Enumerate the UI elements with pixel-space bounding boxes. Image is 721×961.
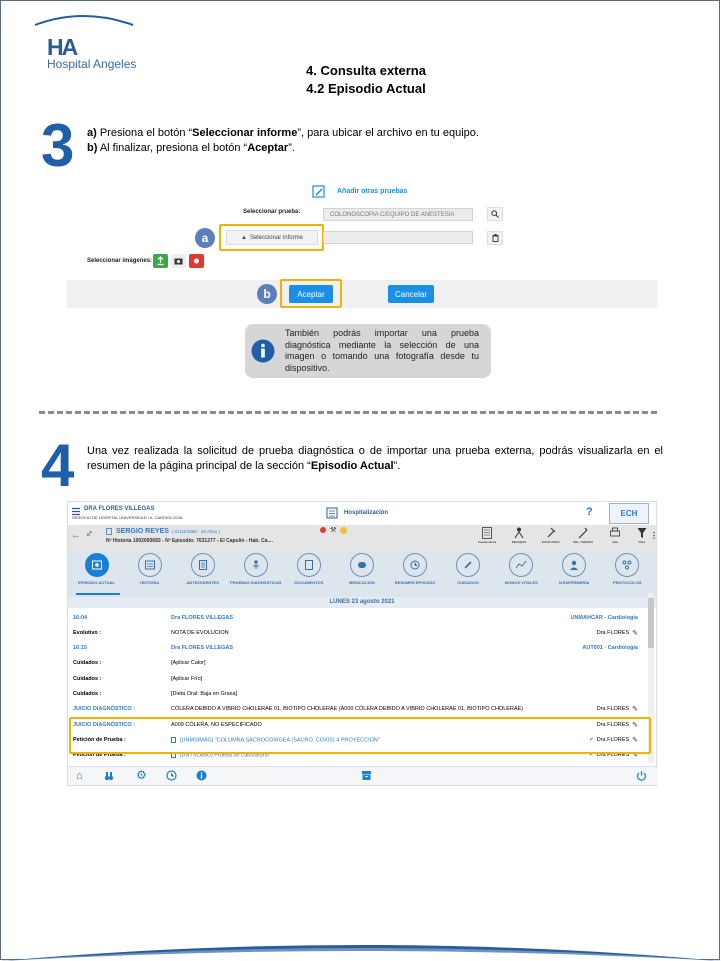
module-title: Hospitalización: [344, 510, 389, 516]
patient-name[interactable]: SERGIO REYES: [116, 528, 169, 535]
row-author: UNMAHCAR - Cardiología: [570, 614, 638, 621]
upload-icon: ▲: [241, 234, 247, 241]
step-number-3: 3: [41, 112, 75, 179]
row-label: JUICIO DIAGNÓSTICO :: [73, 706, 136, 713]
request-link[interactable]: [UNTSLABO] Prueba de Laboratorio: [171, 752, 269, 758]
row-value: [Dieta Oral: Baja en Grasa]: [171, 691, 238, 697]
toolbar-filter[interactable]: Filtro: [634, 527, 650, 544]
row-author: ✓ Dra FLORES ✎: [589, 752, 638, 760]
logo-name: Hospital Angeles: [47, 57, 137, 71]
row-label: JUICIO DIAGNÓSTICO :: [73, 721, 136, 728]
patient-age: ( 01/11/1980 · 40 Años ): [172, 529, 220, 534]
toolbar-surgery[interactable]: SOL. CIRUGIA: [570, 527, 596, 544]
status-dot-icon: [340, 527, 347, 534]
row-label: Evolutivo :: [73, 629, 102, 636]
highlight-test-requests: [69, 717, 651, 754]
settings-gear-icon[interactable]: ⚙: [136, 768, 147, 782]
row-value: Dra FLORES VILLEGAS: [171, 645, 234, 652]
section-title: 4. Consulta externa: [306, 63, 426, 78]
row-value: [Aplicar Calor]: [171, 660, 206, 667]
tab-antecedentes[interactable]: ANTECEDENTES: [177, 551, 229, 597]
row-label: Petición de Prueba :: [73, 736, 126, 743]
step-number-4: 4: [41, 432, 75, 499]
check-edit-icon[interactable]: ✓: [589, 752, 594, 759]
app-logo: ECH: [609, 503, 649, 524]
filter-icon: [637, 527, 647, 539]
pencil-icon[interactable]: ✎: [632, 736, 638, 744]
tab-enfermeria[interactable]: N.ENFERMERÍA: [548, 551, 600, 597]
row-value: Dra FLORES VILLEGAS: [171, 614, 234, 621]
record-icon: [189, 254, 204, 268]
subsection-title: 4.2 Episodio Actual: [306, 81, 426, 96]
document-icon: [482, 527, 492, 539]
search-button[interactable]: [487, 207, 503, 221]
episode-row[interactable]: [68, 610, 646, 625]
binoculars-icon[interactable]: [104, 771, 114, 781]
patient-toolbar: [474, 527, 650, 544]
scalpel-icon: [578, 527, 588, 539]
record-button[interactable]: [189, 254, 204, 268]
tools-icon: ⚒: [330, 527, 337, 534]
row-label: Cuidados :: [73, 660, 102, 667]
background-icon: [191, 553, 215, 577]
add-tests-link[interactable]: Añadir otras pruebas: [337, 188, 408, 195]
doctor-name: DRA FLORES VILLEGAS: [84, 506, 155, 512]
section-nav: [68, 551, 656, 597]
trash-icon: [492, 234, 499, 242]
form-screenshot: [67, 181, 657, 311]
logo-mark: HA: [47, 34, 77, 60]
back-arrow-icon[interactable]: ←: [71, 530, 81, 541]
toolbar-diagnosis[interactable]: JUICIO DIAG.: [538, 527, 564, 544]
report-file-field[interactable]: [323, 231, 473, 244]
cancel-button[interactable]: Cancelar: [388, 285, 434, 303]
episode-row[interactable]: [68, 641, 646, 656]
episode-row[interactable]: [68, 625, 646, 640]
history-icon: [138, 553, 162, 577]
row-label: 16:15: [73, 645, 88, 652]
diagnostic-tests-icon: [244, 553, 268, 577]
more-options-icon[interactable]: ⋮: [650, 531, 658, 540]
info-icon: [251, 339, 275, 363]
row-label: Cuidados :: [73, 691, 102, 697]
accept-button[interactable]: Aceptar: [289, 285, 333, 303]
menu-icon[interactable]: [72, 508, 80, 515]
tab-protocolos[interactable]: PROTOCOLOS: [601, 551, 653, 597]
edit-add-icon[interactable]: [312, 185, 326, 199]
select-report-button[interactable]: ▲ Seleccionar informe: [226, 230, 318, 245]
home-icon[interactable]: ⌂: [76, 770, 83, 782]
nurse-icon: [562, 553, 586, 577]
date-header: LUNES 23 agosto 2021: [68, 597, 656, 608]
summary-icon: [403, 553, 427, 577]
card-icon: [106, 528, 112, 535]
row-author: ✓ Dra FLORES ✎: [589, 736, 638, 744]
check-edit-icon[interactable]: ✓: [589, 736, 594, 743]
tab-resumen-episodio[interactable]: RESUMEN EPISODIO: [389, 551, 441, 597]
toolbar-pexaqas[interactable]: PEXAQAS: [506, 527, 532, 544]
row-label: 16:04: [73, 614, 88, 621]
row-author: Dra FLORES ✎: [596, 706, 638, 714]
gavel-icon: [546, 527, 556, 539]
episode-row[interactable]: [68, 687, 646, 702]
medication-icon: [350, 553, 374, 577]
form-footer-bar: [67, 280, 657, 308]
power-icon[interactable]: [636, 770, 647, 781]
episode-row[interactable]: [68, 656, 646, 671]
episode-icon: [85, 553, 109, 577]
row-value: A009 CÓLERA, NO ESPECIFICADO: [171, 721, 262, 728]
episode-row[interactable]: [68, 671, 646, 686]
document-title: [261, 62, 471, 98]
male-icon: ♂: [85, 528, 94, 540]
alert-dot-icon: [320, 527, 326, 533]
select-test-label: Seleccionar prueba:: [243, 209, 301, 215]
pencil-icon[interactable]: ✎: [632, 706, 638, 714]
delete-file-button[interactable]: [487, 231, 503, 245]
row-author: Dra FLORES ✎: [596, 629, 638, 637]
tab-signos-vitales[interactable]: SIGNOS VITALES: [495, 551, 547, 597]
documents-icon: [297, 553, 321, 577]
row-value: CÓLERA DEBIDO A VIBRIO CHOLERAE 01, BIOTIPO CHOLERAE (A000 CÓLERA DEBIDO A VIBRIO CHOLERAE 01, BIOTIPO CHOLERAE): [171, 706, 524, 713]
marker-b: b: [257, 284, 277, 304]
upload-icon: [153, 254, 168, 268]
camera-icon: [171, 254, 186, 268]
app-screenshot: [67, 501, 657, 786]
search-icon: [491, 210, 499, 218]
printer-icon: [610, 527, 620, 539]
step-3-instructions: a) Presiona el botón “Seleccionar informe”, para ubicar el archivo en tu equipo. b) Al finalizar, presiona el botón “Aceptar”.: [87, 127, 479, 154]
patient-bar: [68, 525, 656, 551]
help-icon[interactable]: ?: [586, 506, 593, 518]
tab-medicacion[interactable]: MEDICACIÓN: [336, 551, 388, 597]
clock-icon[interactable]: [166, 770, 177, 781]
scrollbar-thumb[interactable]: [648, 598, 654, 648]
section-divider: [39, 411, 657, 414]
row-value: [Aplicar Frío]: [171, 675, 203, 682]
service-name: SERVICIO DE HOSPITAL UNIVERSIDAD / A. CARDIOLOGÍA: [72, 515, 183, 520]
tab-pruebas-diagnosticas[interactable]: PRUEBAS DIAGNÓSTICAS: [230, 551, 282, 597]
tab-episodio-actual[interactable]: EPISODIO ACTUAL: [71, 551, 123, 597]
app-header: [68, 502, 656, 525]
vital-signs-icon: [509, 553, 533, 577]
hospital-icon: [326, 507, 338, 519]
row-label: Petición de Prueba :: [73, 752, 126, 759]
tip-text: También podrás importar una prueba diagnóstica mediante la selección de una imagen o tomando una fotografía desde tu dispositivo.: [285, 328, 479, 373]
person-icon: [514, 527, 524, 539]
protocols-icon: [615, 553, 639, 577]
tab-documentos[interactable]: DOCUMENTOS: [283, 551, 335, 597]
row-label: Cuidados :: [73, 675, 102, 682]
bottom-wave-decoration: [1, 929, 721, 961]
pencil-icon[interactable]: ✎: [632, 721, 638, 729]
camera-button[interactable]: [171, 254, 186, 268]
episode-row[interactable]: [68, 702, 646, 717]
marker-a: a: [195, 228, 215, 248]
pencil-icon[interactable]: ✎: [632, 629, 638, 637]
upload-image-button[interactable]: [153, 254, 168, 268]
tab-cuidados[interactable]: CUIDADOS: [442, 551, 494, 597]
info-circle-icon[interactable]: [196, 770, 207, 781]
row-value: NOTA DE EVOLUCION: [171, 629, 229, 636]
select-images-label: Seleccionar imágenes:: [87, 258, 153, 264]
app-footer: [68, 766, 658, 785]
active-tab-indicator: [76, 593, 120, 595]
patient-info: Nº Historia 1002693683 - Nº Episodio: 7631277 - El Capulín - Hab. Ca....: [106, 538, 274, 544]
archive-icon[interactable]: [361, 770, 372, 781]
step-4-instructions: Una vez realizada la solicitud de prueba diagnóstica o de importar una prueba externa, podrás visualizarla en el resumen de la página principal de la sección “Episodio Actual”.: [87, 445, 663, 472]
select-test-field[interactable]: COLONOSCOPIA C/EQUIPO DE ANESTESIA: [323, 208, 473, 221]
row-author: AUT001 - Cardiología: [582, 645, 638, 652]
toolbar-questionnaires[interactable]: Cuestionarios: [474, 527, 500, 544]
toolbar-discharge[interactable]: Alta: [602, 527, 628, 544]
tab-historia[interactable]: HISTORIA: [124, 551, 176, 597]
row-author: Dra FLORES ✎: [596, 721, 638, 729]
request-link[interactable]: [UNMSIMAG] "COLUMNA SACROCOXIGEA (SACRO, COXIS) 4 PROYECCION": [171, 737, 380, 743]
care-icon: [456, 553, 480, 577]
pencil-icon[interactable]: ✎: [632, 752, 638, 760]
